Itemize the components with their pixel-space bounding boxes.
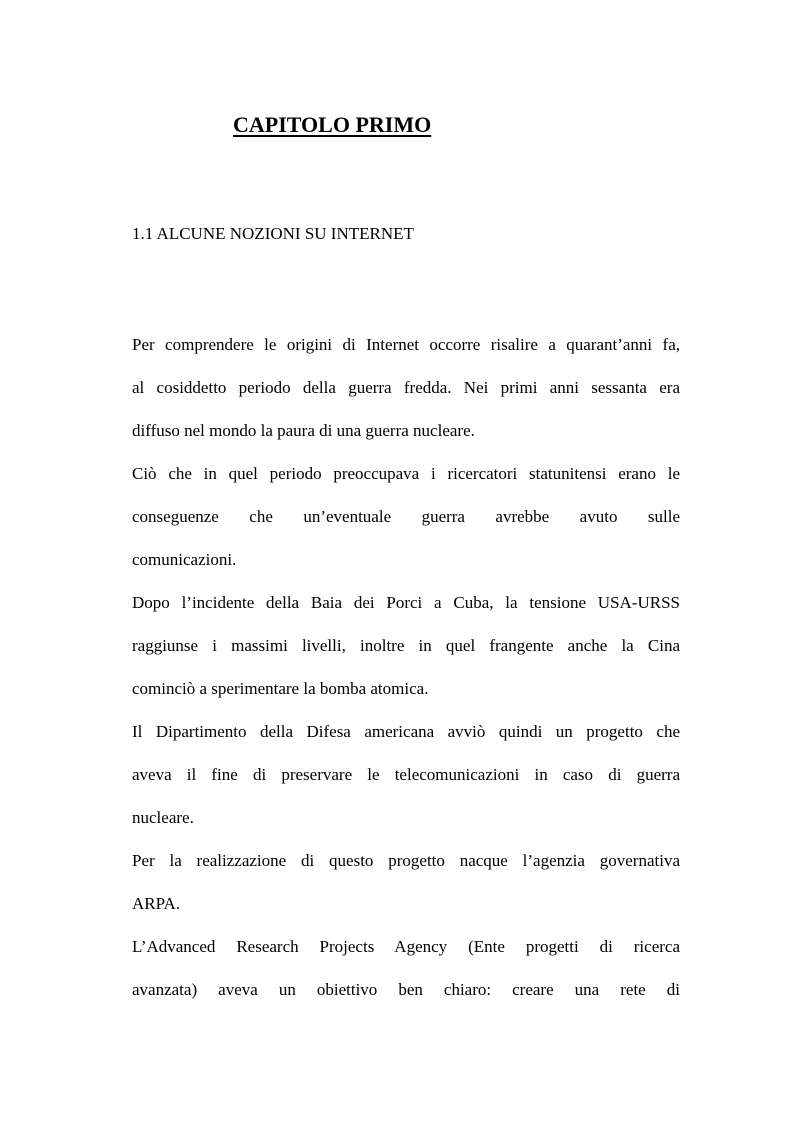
- text-line: Per comprendere le origini di Internet occorre risalire a quarant’anni fa,: [132, 335, 680, 354]
- text-line: nucleare.: [132, 808, 194, 827]
- text-line: Per la realizzazione di questo progetto nacque l’agenzia governativa: [132, 851, 680, 870]
- text-line: conseguenze che un’eventuale guerra avrebbe avuto sulle: [132, 507, 680, 526]
- text-line: ARPA.: [132, 894, 181, 913]
- section-heading: 1.1 ALCUNE NOZIONI SU INTERNET: [132, 224, 414, 243]
- text-line: aveva il fine di preservare le telecomunicazioni in caso di guerra: [132, 765, 680, 784]
- text-line: cominciò a sperimentare la bomba atomica.: [132, 679, 429, 698]
- text-line: Dopo l’incidente della Baia dei Porci a Cuba, la tensione USA-URSS: [132, 593, 680, 612]
- text-line: al cosiddetto periodo della guerra fredda. Nei primi anni sessanta era: [132, 378, 680, 397]
- text-line: diffuso nel mondo la paura di una guerra nucleare.: [132, 421, 475, 440]
- text-line: Ciò che in quel periodo preoccupava i ricercatori statunitensi erano le: [132, 464, 680, 483]
- text-line: Il Dipartimento della Difesa americana avviò quindi un progetto che: [132, 722, 680, 741]
- chapter-title: CAPITOLO PRIMO: [233, 112, 432, 137]
- body-text: [132, 330, 680, 1018]
- text-line: raggiunse i massimi livelli, inoltre in quel frangente anche la Cina: [132, 636, 680, 655]
- text-line: comunicazioni.: [132, 550, 237, 569]
- text-line: L’Advanced Research Projects Agency (Ente progetti di ricerca: [132, 937, 680, 956]
- text-line: avanzata) aveva un obiettivo ben chiaro: creare una rete di: [132, 980, 680, 999]
